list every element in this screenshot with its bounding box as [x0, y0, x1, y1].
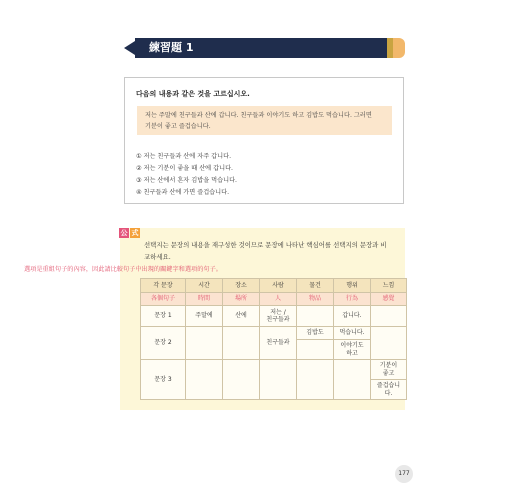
table-chinese-header-row	[141, 293, 407, 306]
table-cell: 저는 / 친구들과	[260, 306, 297, 327]
header-cell: 각 문장	[141, 279, 186, 293]
table-cell	[334, 360, 371, 400]
chinese-note: 選項是重組句子的內容，因此請比較句子中出現的關鍵字和選項的句子。	[24, 266, 222, 273]
exercise-banner	[124, 38, 406, 58]
table-cell: 친구들과	[260, 327, 297, 360]
exercise-box	[124, 77, 404, 204]
option-2[interactable]: ② 저는 기분이 좋을 때 산에 갑니다.	[136, 165, 234, 172]
passage-line: 기분이 좋고 즐겁습니다.	[145, 123, 211, 130]
table-cell	[297, 306, 334, 327]
chinese-header-cell: 感覺	[371, 293, 407, 306]
table-cell	[260, 360, 297, 400]
chinese-header-cell: 時間	[186, 293, 223, 306]
table-cell	[297, 360, 334, 400]
table-header-row	[141, 279, 407, 293]
page-number: 177	[395, 465, 413, 483]
table-row	[141, 306, 407, 327]
option-4[interactable]: ④ 친구들과 산에 가면 즐겁습니다.	[136, 189, 230, 196]
header-cell: 시간	[186, 279, 223, 293]
instruction-line: 교하세요.	[144, 253, 171, 261]
row-label: 문장 1	[141, 306, 186, 327]
table-cell: 먹습니다.	[334, 327, 371, 340]
row-label: 문장 3	[141, 360, 186, 400]
table-cell: 주말에	[186, 306, 223, 327]
table-row	[141, 360, 407, 380]
exercise-question: 다음의 내용과 같은 것을 고르십시오.	[136, 90, 250, 98]
analysis-table	[140, 278, 407, 400]
table-cell: 갑니다.	[334, 306, 371, 327]
option-1[interactable]: ① 저는 친구들과 산에 자주 갑니다.	[136, 153, 232, 160]
chinese-header-cell: 物品	[297, 293, 334, 306]
table-cell	[371, 306, 407, 327]
header-cell: 행위	[334, 279, 371, 293]
header-cell: 물건	[297, 279, 334, 293]
header-cell: 느낌	[371, 279, 407, 293]
table-cell	[371, 327, 407, 360]
table-cell	[186, 360, 223, 400]
instruction-line: 선택지는 문장의 내용을 재구성한 것이므로 문장에 나타난 핵심어를 선택지의 문장과 비	[144, 241, 387, 249]
pencil-eraser-icon	[393, 38, 405, 58]
table-cell	[186, 327, 223, 360]
table-cell: 이야기도 하고	[334, 340, 371, 360]
badge-char: 式	[131, 229, 139, 237]
passage-line: 저는 주말에 친구들과 산에 갑니다. 친구들과 이야기도 하고 김밥도 먹습니다. 그러면	[145, 112, 372, 119]
chinese-header-cell: 各個句子	[141, 293, 186, 306]
option-3[interactable]: ③ 저는 산에서 혼자 김밥을 먹습니다.	[136, 177, 238, 184]
table-cell: 산에	[223, 306, 260, 327]
table-cell: 즐겁습니 다.	[371, 380, 407, 400]
table-cell: 김밥도	[297, 327, 334, 340]
chinese-header-cell: 場所	[223, 293, 260, 306]
table-cell	[297, 340, 334, 360]
badge-char: 公	[120, 229, 128, 237]
pencil-tip-icon	[124, 41, 135, 55]
header-cell: 장소	[223, 279, 260, 293]
exercise-passage	[137, 106, 392, 135]
tip-badge	[119, 228, 140, 238]
header-cell: 사람	[260, 279, 297, 293]
table-cell	[223, 360, 260, 400]
table-row	[141, 327, 407, 340]
table-cell: 기분이 좋고	[371, 360, 407, 380]
chinese-header-cell: 行為	[334, 293, 371, 306]
table-cell	[223, 327, 260, 360]
row-label: 문장 2	[141, 327, 186, 360]
chinese-header-cell: 人	[260, 293, 297, 306]
exercise-title: 練習題 1	[135, 38, 387, 58]
